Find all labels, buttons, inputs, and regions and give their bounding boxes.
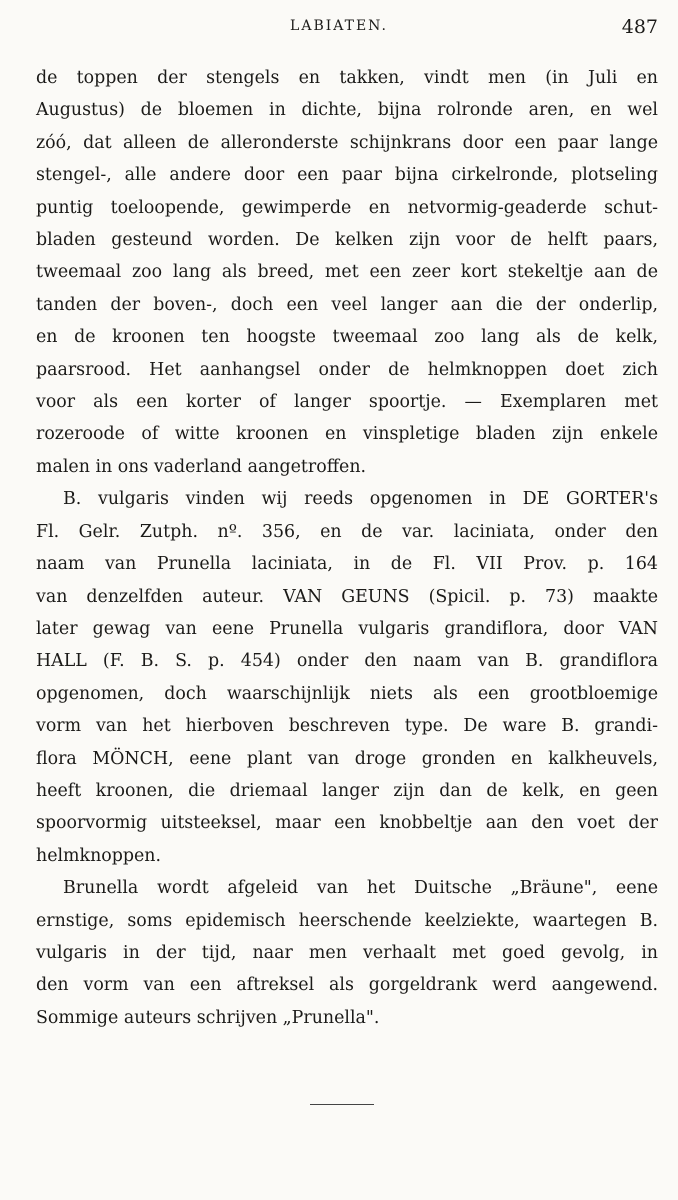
page-number: 487 (621, 16, 658, 38)
text-line: opgenomen, doch waarschijnlijk niets als een grootbloemige (36, 683, 658, 704)
text-line: puntig toeloopende, gewimperde en netvormig-geaderde schut- (36, 197, 658, 218)
text-line: vulgaris in der tijd, naar men verhaalt met goed gevolg, in (36, 942, 658, 963)
end-rule (310, 1104, 374, 1105)
text-line: den vorm van een aftreksel als gorgeldrank werd aangewend. (36, 975, 658, 996)
text-line: Brunella wordt afgeleid van het Duitsche „Bräune", eene (63, 878, 658, 899)
text-line: Fl. Gelr. Zutph. nº. 356, en de var. laciniata, onder den (36, 521, 658, 542)
text-line: B. vulgaris vinden wij reeds opgenomen in DE GORTER's (63, 489, 658, 510)
text-line: spoorvormig uitsteeksel, maar een knobbeltje aan den voet der (36, 813, 658, 834)
paragraph-3 (36, 872, 658, 1034)
text-line: paarsrood. Het aanhangsel onder de helmknoppen doet zich (36, 359, 658, 380)
paragraph-1 (36, 62, 658, 483)
text-line: helmknoppen. (36, 845, 162, 866)
page-header-title: LABIATEN. (290, 18, 388, 34)
text-line: rozeroode of witte kroonen en vinspletige bladen zijn enkele (36, 424, 658, 445)
text-line: ernstige, soms epidemisch heerschende keelziekte, waartegen B. (36, 910, 658, 931)
running-head (0, 18, 678, 48)
text-line: later gewag van eene Prunella vulgaris grandiflora, door VAN (36, 618, 658, 639)
text-line: Sommige auteurs schrijven „Prunella". (36, 1007, 380, 1028)
body-text (36, 62, 658, 1034)
text-line: tanden der boven-, doch een veel langer aan die der onderlip, (36, 294, 658, 315)
text-line: en de kroonen ten hoogste tweemaal zoo lang als de kelk, (36, 327, 658, 348)
text-line: zóó, dat alleen de alleronderste schijnkrans door een paar lange (36, 132, 658, 153)
text-line: Augustus) de bloemen in dichte, bijna rolronde aren, en wel (36, 100, 658, 121)
text-line: naam van Prunella laciniata, in de Fl. VII Prov. p. 164 (36, 554, 658, 575)
text-line: voor als een korter of langer spoortje. — Exemplaren met (36, 392, 658, 413)
text-line: van denzelfden auteur. VAN GEUNS (Spicil. p. 73) maakte (36, 586, 658, 607)
text-line: de toppen der stengels en takken, vindt men (in Juli en (36, 68, 658, 88)
text-line: tweemaal zoo lang als breed, met een zeer kort stekeltje aan de (36, 262, 658, 283)
text-line: flora MÖNCH, eene plant van droge gronden en kalkheuvels, (36, 748, 658, 769)
text-line: bladen gesteund worden. De kelken zijn voor de helft paars, (36, 230, 658, 251)
text-line: HALL (F. B. S. p. 454) onder den naam van B. grandiflora (36, 651, 658, 672)
text-line: vorm van het hierboven beschreven type. De ware B. grandi- (36, 716, 658, 737)
paragraph-2 (36, 483, 658, 872)
text-line: stengel-, alle andere door een paar bijna cirkelronde, plotseling (36, 165, 658, 186)
text-line: heeft kroonen, die driemaal langer zijn dan de kelk, en geen (36, 780, 658, 801)
text-line: malen in ons vaderland aangetroffen. (36, 456, 367, 477)
